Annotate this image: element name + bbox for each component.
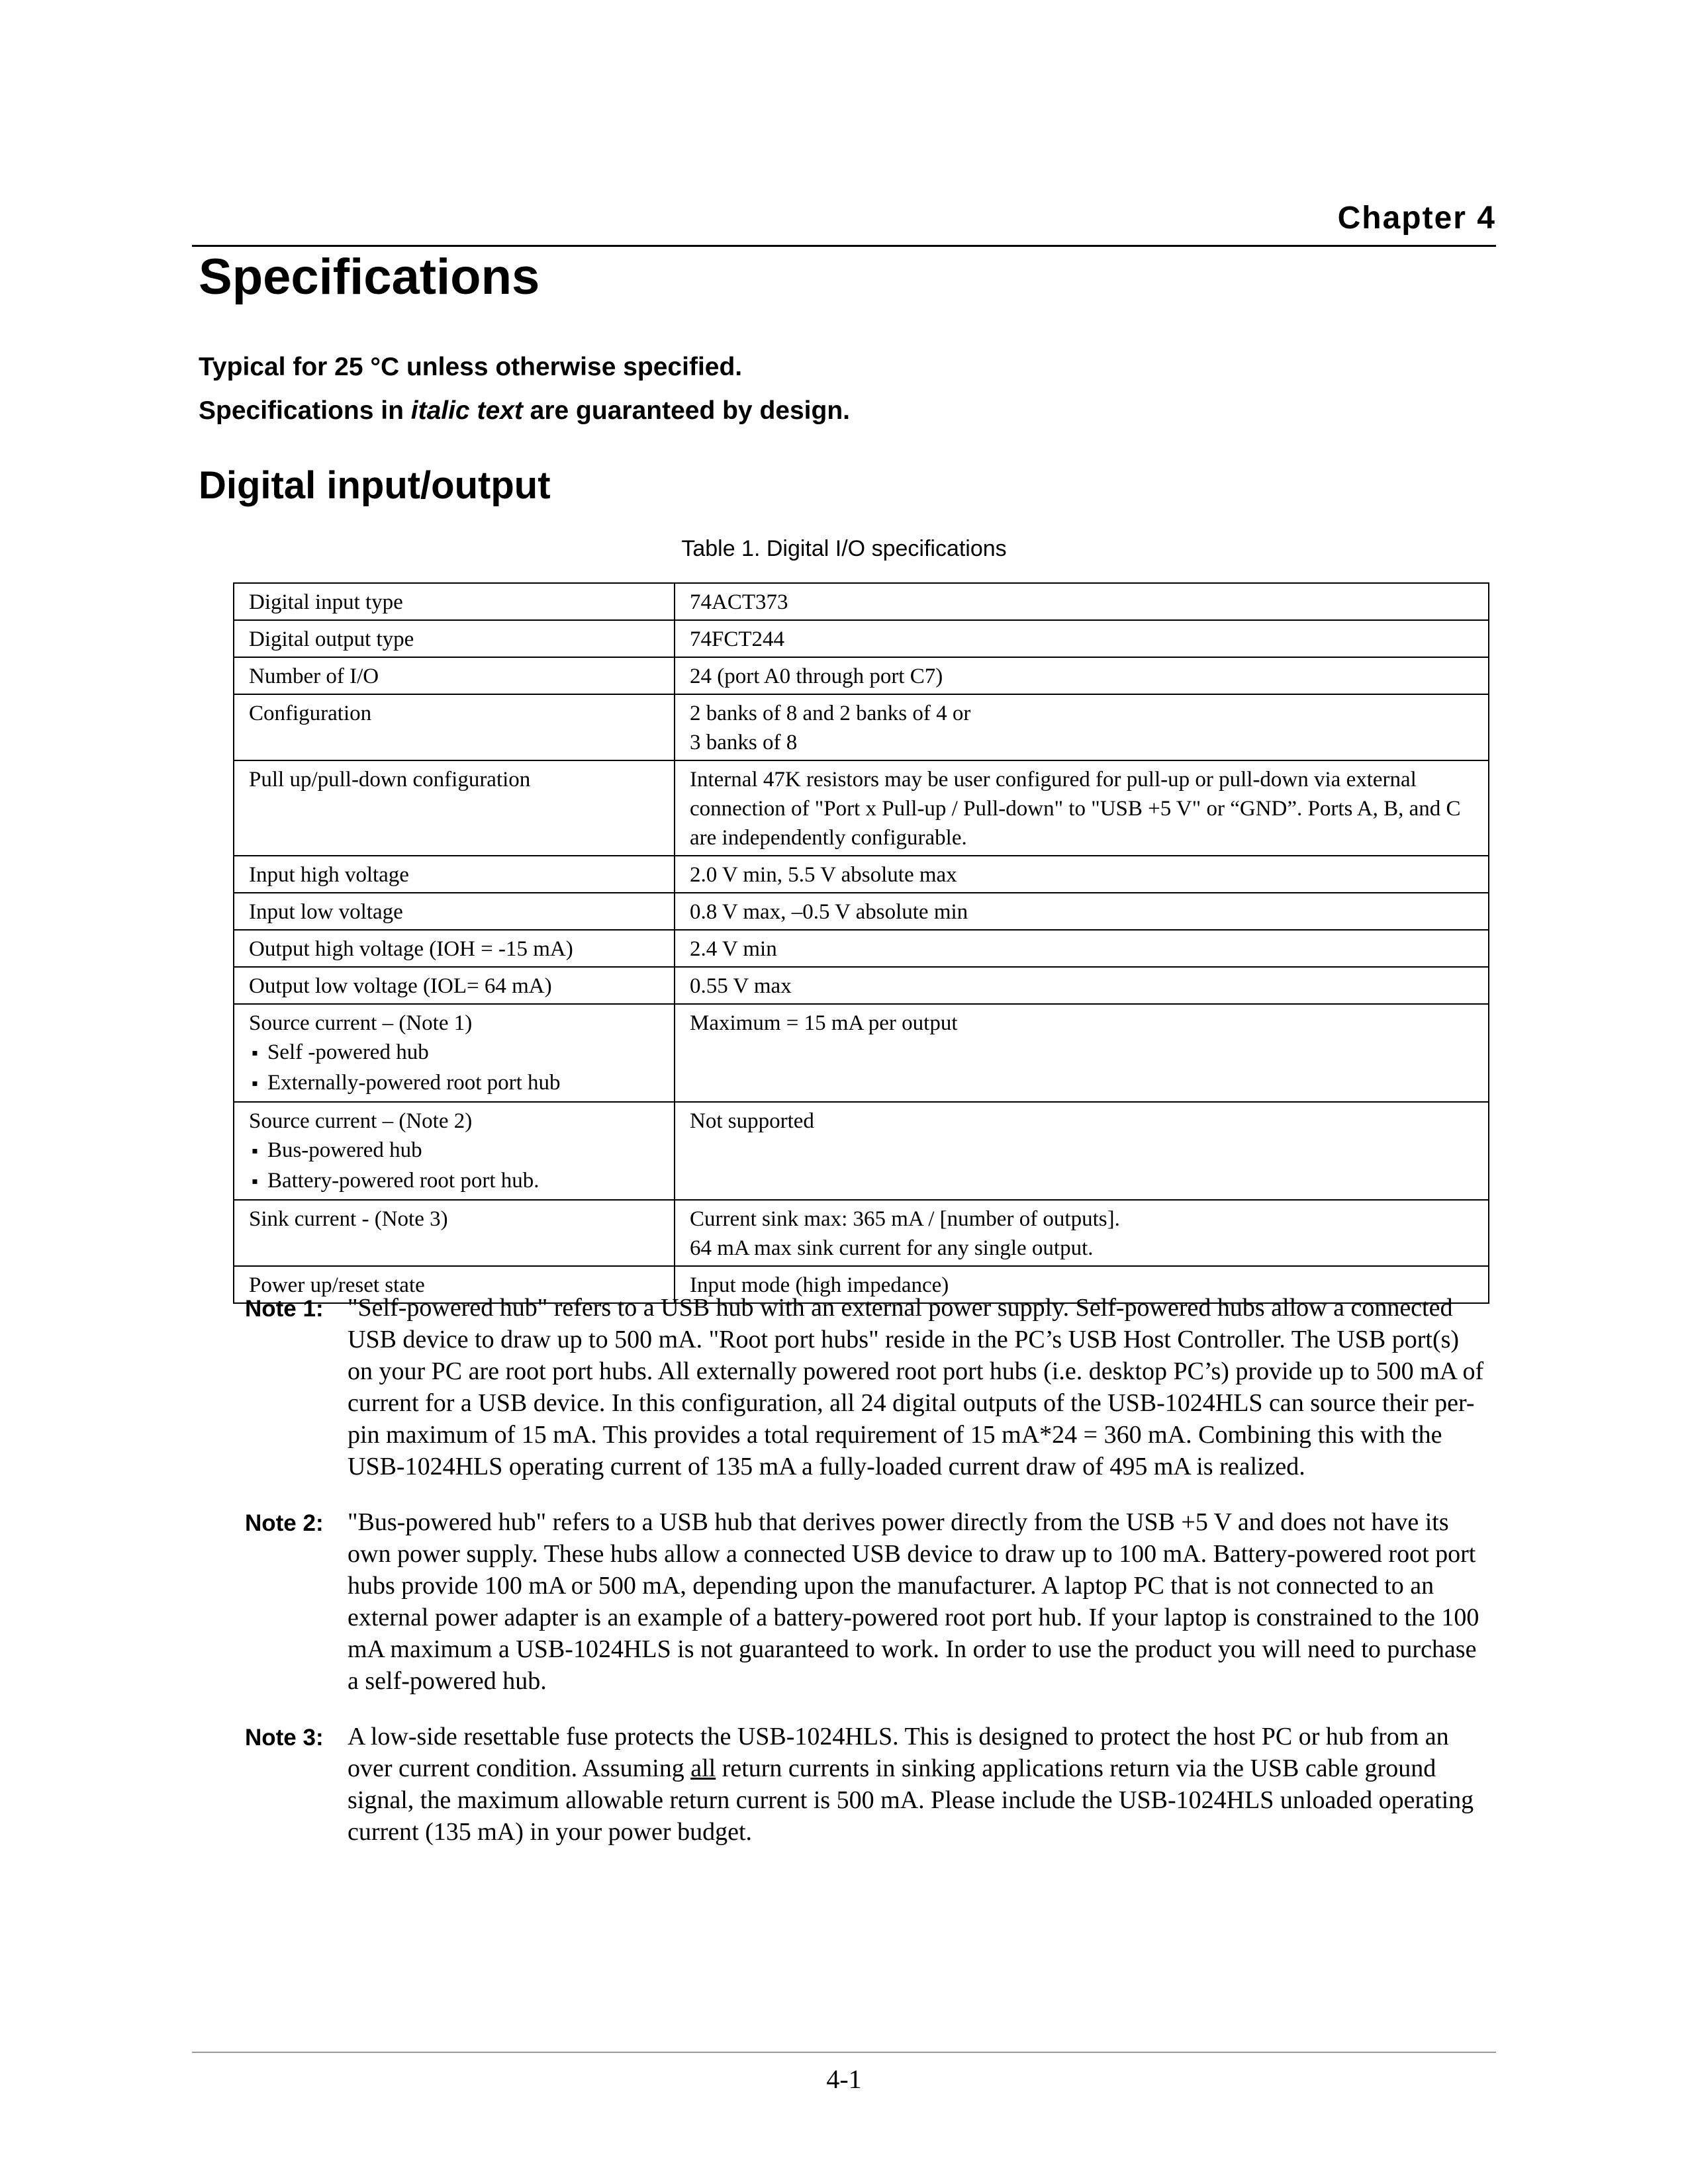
table-row xyxy=(234,856,1489,893)
notes-section xyxy=(245,1292,1489,1872)
note-text xyxy=(348,1721,1489,1848)
value-line: Current sink max: 365 mA / [number of outputs]. xyxy=(690,1207,1120,1231)
table-row xyxy=(234,930,1489,967)
value-line: 64 mA max sink current for any single output. xyxy=(690,1236,1094,1260)
param-cell: Power up/reset state xyxy=(234,1266,675,1303)
param-cell: Output low voltage (IOL= 64 mA) xyxy=(234,967,675,1004)
value-cell: Maximum = 15 mA per output xyxy=(675,1004,1489,1102)
bullet-item: ▪ Externally-powered root port hub xyxy=(249,1068,659,1099)
bullet-item: ▪ Self -powered hub xyxy=(249,1038,659,1068)
section-title: Digital input/output xyxy=(199,464,551,507)
note-3 xyxy=(245,1721,1489,1848)
intro-line-2-post: are guaranteed by design. xyxy=(522,396,850,425)
table-row xyxy=(234,1200,1489,1266)
table-row xyxy=(234,583,1489,620)
table-row xyxy=(234,657,1489,694)
chapter-label: Chapter 4 xyxy=(1337,201,1496,236)
intro-line-1: Typical for 25 °C unless otherwise specified. xyxy=(199,353,743,381)
param-cell: Pull up/pull-down configuration xyxy=(234,760,675,856)
intro-line-2-pre: Specifications in xyxy=(199,396,411,425)
value-cell: 74ACT373 xyxy=(675,583,1489,620)
note-text-underline: all xyxy=(690,1754,716,1782)
value-cell: Internal 47K resistors may be user configured for pull-up or pull-down via external connection of "Port x Pull-up / Pull-down" to "USB +5 V" or “GND”. Ports A, B, and C are independently configurable. xyxy=(675,760,1489,856)
param-cell: Input high voltage xyxy=(234,856,675,893)
bullet-item: ▪ Bus-powered hub xyxy=(249,1136,659,1166)
note-label: Note 2: xyxy=(245,1510,324,1536)
param-cell xyxy=(234,1102,675,1200)
value-line: 3 banks of 8 xyxy=(690,731,798,754)
bullet-item: ▪ Battery-powered root port hub. xyxy=(249,1166,659,1197)
value-cell: 0.8 V max, –0.5 V absolute min xyxy=(675,893,1489,930)
note-label: Note 1: xyxy=(245,1296,324,1322)
value-cell: 0.55 V max xyxy=(675,967,1489,1004)
page-number: 4-1 xyxy=(826,2064,862,2094)
param-cell: Digital input type xyxy=(234,583,675,620)
note-text: "Self-powered hub" refers to a USB hub with an external power supply. Self-powered hubs allow a connected USB device to draw up to 500 mA. "Root port hubs" reside in the PC’s USB Host Controller. The USB port(s) on your PC are root port hubs. All externally powered root port hubs (i.e. desktop PC’s) provide up to 500 mA of current for a USB device. In this configuration, all 24 digital outputs of the USB-1024HLS can source their per-pin maximum of 15 mA. This provides a total requirement of 15 mA*24 = 360 mA. Combining this with the USB-1024HLS operating current of 135 mA a fully-loaded current draw of 495 mA is realized. xyxy=(348,1294,1484,1480)
param-label: Source current – (Note 2) xyxy=(249,1109,473,1133)
note-2 xyxy=(245,1506,1489,1697)
table-caption: Table 1. Digital I/O specifications xyxy=(681,536,1007,561)
value-cell: 2.0 V min, 5.5 V absolute max xyxy=(675,856,1489,893)
table-row xyxy=(234,893,1489,930)
table-row xyxy=(234,1004,1489,1102)
value-line: 2 banks of 8 and 2 banks of 4 or xyxy=(690,702,971,725)
value-cell: Not supported xyxy=(675,1102,1489,1200)
table-row xyxy=(234,694,1489,760)
footer-rule xyxy=(192,2052,1496,2053)
param-cell: Digital output type xyxy=(234,620,675,657)
note-text-pre: A low-side resettable fuse protects the USB-1024HLS. This is designed to protect the host PC or hub from an over current condition. Assuming xyxy=(348,1723,1449,1782)
value-cell xyxy=(675,1200,1489,1266)
value-cell: Input mode (high impedance) xyxy=(675,1266,1489,1303)
param-cell: Input low voltage xyxy=(234,893,675,930)
spec-table xyxy=(233,582,1489,1304)
table-row xyxy=(234,620,1489,657)
value-cell: 2.4 V min xyxy=(675,930,1489,967)
table-row xyxy=(234,967,1489,1004)
table-row xyxy=(234,1102,1489,1200)
param-cell xyxy=(234,1004,675,1102)
value-cell: 24 (port A0 through port C7) xyxy=(675,657,1489,694)
value-cell: 74FCT244 xyxy=(675,620,1489,657)
chapter-rule xyxy=(192,245,1496,247)
table-row xyxy=(234,760,1489,856)
page-title: Specifications xyxy=(199,249,540,305)
note-text: "Bus-powered hub" refers to a USB hub that derives power directly from the USB +5 V and does not have its own power supply. These hubs allow a connected USB device to draw up to 100 mA. Battery-powered root port hubs provide 100 mA or 500 mA, depending upon the manufacturer. A laptop PC that is not connected to an external power adapter is an example of a battery-powered root port hub. If your laptop is constrained to the 100 mA maximum a USB-1024HLS is not guaranteed to work. In order to use the product you will need to purchase a self-powered hub. xyxy=(348,1508,1479,1695)
value-cell xyxy=(675,694,1489,760)
param-cell: Output high voltage (IOH = -15 mA) xyxy=(234,930,675,967)
param-cell: Sink current - (Note 3) xyxy=(234,1200,675,1266)
param-cell: Number of I/O xyxy=(234,657,675,694)
intro-line-2-italic: italic text xyxy=(410,396,523,425)
note-text-post: return currents in sinking applications return via the USB cable ground signal, the maximum allowable return current is 500 mA. Please include the USB-1024HLS unloaded operating current (135 mA) in your power budget. xyxy=(348,1754,1474,1846)
intro-block xyxy=(199,345,850,433)
note-label: Note 3: xyxy=(245,1725,324,1751)
param-label: Source current – (Note 1) xyxy=(249,1011,473,1035)
note-1 xyxy=(245,1292,1489,1482)
param-cell: Configuration xyxy=(234,694,675,760)
intro-line-2 xyxy=(199,389,850,433)
